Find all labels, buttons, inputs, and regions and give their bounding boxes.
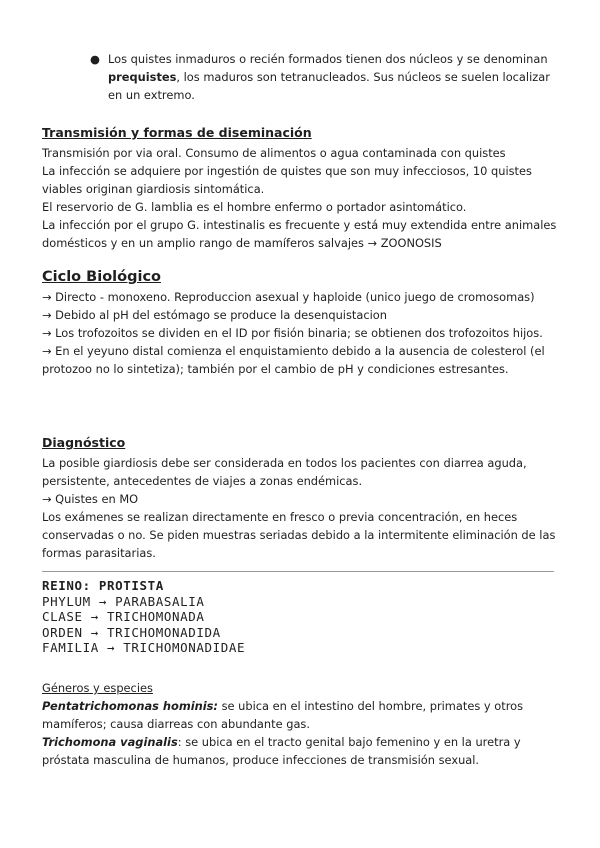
bullet-text-end: , los maduros son tetranucleados. Sus núcleos se suelen localizar en un extremo. <box>108 70 550 102</box>
divider <box>42 571 554 572</box>
taxonomy-phylum: PHYLUM → PARABASALIA <box>42 593 205 609</box>
species-name: Pentatrichomonas hominis: <box>42 699 218 713</box>
paragraph-line: La posible giardiosis debe ser considerada en todos los pacientes con diarrea aguda, persistente, antecedentes de viajes a zonas endémicas. <box>42 456 527 488</box>
species-description: : se ubica en el tracto genital bajo femenino y en la uretra y próstata masculina de humanos, produce infecciones de transmisión sexual. <box>42 735 521 767</box>
heading-diagnostico: Diagnóstico <box>42 435 126 450</box>
bullet-item <box>90 50 558 104</box>
paragraph-line: El reservorio de G. lamblia es el hombre enfermo o portador asintomático. <box>42 200 467 214</box>
species-entry <box>42 733 558 769</box>
species-description: se ubica en el intestino del hombre, primates y otros mamíferos; causa diarreas con abundante gas. <box>42 699 524 731</box>
bullet-text-start: Los quistes inmaduros o recién formados tienen dos núcleos y se denominan <box>108 52 548 66</box>
section-transmision <box>42 124 558 252</box>
paragraph-line: Transmisión por via oral. Consumo de alimentos o agua contaminada con quistes <box>42 146 506 160</box>
taxonomy-reino: REINO: PROTISTA <box>42 578 164 593</box>
heading-generos: Géneros y especies <box>42 681 153 695</box>
heading-transmision: Transmisión y formas de diseminación <box>42 125 312 140</box>
taxonomy-clase: CLASE → TRICHOMONADA <box>42 609 205 624</box>
paragraph-line: La infección se adquiere por ingestión de quistes que son muy infecciosos, 10 quistes viables originan giardiosis sintomática. <box>42 164 532 196</box>
taxonomy-block <box>42 578 245 656</box>
section-generos <box>42 679 558 769</box>
taxonomy-orden: ORDEN → TRICHOMONADIDA <box>42 624 221 640</box>
bullet-bold-term: prequistes <box>108 70 177 84</box>
paragraph-line: → En el yeyuno distal comienza el enquistamiento debido a la ausencia de colesterol (el protozoo no lo sintetiza); también por el cambio de pH y condiciones estresantes. <box>42 344 545 376</box>
bullet-dot-icon: ● <box>90 52 100 66</box>
taxonomy-familia: FAMILIA → TRICHOMONADIDAE <box>42 640 246 655</box>
bullet-text <box>108 50 558 104</box>
paragraph-line: → Los trofozoitos se dividen en el ID por fisión binaria; se obtienen dos trofozoitos hijos. <box>42 326 543 340</box>
paragraph-line: Los exámenes se realizan directamente en fresco o previa concentración, en heces conservadas o no. Se piden muestras seriadas debido a la intermitente eliminación de las formas parasitarias. <box>42 510 556 560</box>
heading-ciclo: Ciclo Biológico <box>42 269 162 285</box>
paragraph-line: La infección por el grupo G. intestinalis es frecuente y está muy extendida entre animales domésticos y en un amplio rango de mamíferos salvajes → ZOONOSIS <box>42 218 557 250</box>
section-ciclo <box>42 268 558 378</box>
section-diagnostico <box>42 434 558 562</box>
paragraph-line: → Directo - monoxeno. Reproduccion asexual y haploide (unico juego de cromosomas) <box>42 290 535 304</box>
paragraph-line: → Debido al pH del estómago se produce la desenquistacion <box>42 308 387 322</box>
species-entry <box>42 697 558 733</box>
species-name: Trichomona vaginalis <box>42 735 178 749</box>
paragraph-line: → Quistes en MO <box>42 492 139 506</box>
